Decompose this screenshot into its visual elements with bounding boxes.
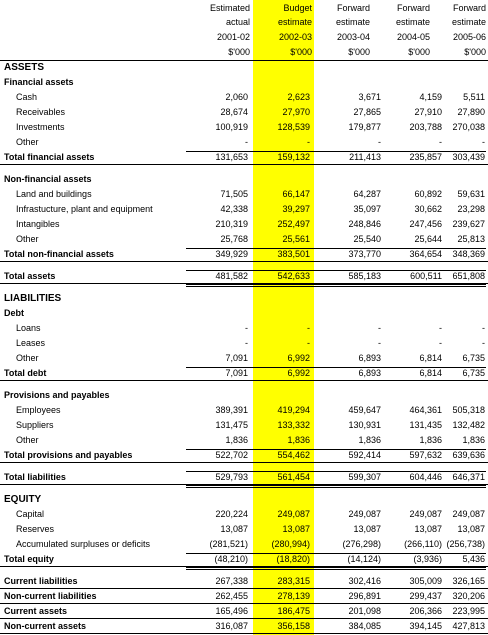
row-value: 3,671 — [358, 92, 381, 102]
row-value: - — [307, 323, 310, 333]
row-value: - — [307, 338, 310, 348]
col-header-line4: $'000 — [290, 47, 312, 57]
total-row — [0, 470, 488, 485]
section-heading — [0, 291, 488, 306]
row-label: Total provisions and payables — [4, 450, 133, 460]
row-value: 13,087 — [282, 524, 310, 534]
row-value: 210,319 — [215, 219, 248, 229]
section-heading — [0, 60, 488, 75]
table-row — [0, 202, 488, 217]
row-label: Loans — [16, 323, 41, 333]
row-value: 283,315 — [277, 576, 310, 586]
row-value: 384,085 — [348, 621, 381, 631]
row-value: - — [245, 338, 248, 348]
row-value: 394,145 — [409, 621, 442, 631]
row-value: 27,890 — [457, 107, 485, 117]
row-label: Provisions and payables — [4, 390, 110, 400]
row-value: 389,391 — [215, 405, 248, 415]
subtotal-rule — [186, 367, 486, 368]
row-label: Other — [16, 353, 39, 363]
total-row — [0, 150, 488, 165]
col-header-line3: 2004-05 — [396, 32, 430, 42]
subtotal-rule — [186, 449, 486, 450]
row-value: 27,970 — [282, 107, 310, 117]
row-value: 131,435 — [409, 420, 442, 430]
row-label: Total liabilities — [4, 472, 66, 482]
row-value: - — [482, 338, 485, 348]
row-value: 349,929 — [215, 249, 248, 259]
col-header-line4: $'000 — [408, 47, 430, 57]
table-row — [0, 217, 488, 232]
row-value: 249,087 — [409, 509, 442, 519]
row-value: 42,338 — [220, 204, 248, 214]
table-row — [0, 537, 488, 552]
subsection-heading — [0, 306, 488, 321]
row-value: 25,644 — [414, 234, 442, 244]
col-header-line1: Forward — [452, 3, 486, 13]
row-label: EQUITY — [4, 494, 42, 505]
row-value: 1,836 — [287, 435, 310, 445]
row-label: Land and buildings — [16, 189, 92, 199]
row-value: - — [378, 137, 381, 147]
row-label: Employees — [16, 405, 61, 415]
row-value: 529,793 — [215, 472, 248, 482]
row-value: 592,414 — [348, 450, 381, 460]
total-row — [0, 574, 488, 589]
row-value: (256,738) — [446, 539, 485, 549]
row-label: Accumulated surpluses or deficits — [16, 539, 151, 549]
row-value: 267,338 — [215, 576, 248, 586]
column-header — [0, 0, 488, 60]
subtotal-rule — [186, 471, 486, 472]
subsection-heading — [0, 172, 488, 187]
row-value: - — [482, 323, 485, 333]
row-value: 25,561 — [282, 234, 310, 244]
col-header-line3: 2002-03 — [278, 32, 312, 42]
section-heading — [0, 492, 488, 507]
row-label: ASSETS — [4, 62, 45, 73]
row-value: 7,091 — [225, 353, 248, 363]
row-value: 599,307 — [348, 472, 381, 482]
row-value: 419,294 — [277, 405, 310, 415]
row-value: 316,087 — [215, 621, 248, 631]
table-row — [0, 336, 488, 351]
col-header-line3: 2001-02 — [216, 32, 250, 42]
row-value: 223,995 — [452, 606, 485, 616]
row-value: 522,702 — [215, 450, 248, 460]
row-value: 6,893 — [358, 368, 381, 378]
row-label: Debt — [4, 308, 24, 318]
double-rule — [186, 567, 486, 570]
col-header-line1: Forward — [336, 3, 370, 13]
row-value: 71,505 — [220, 189, 248, 199]
row-value: 248,846 — [348, 219, 381, 229]
col-header-line2: estimate — [335, 17, 370, 27]
row-label: Receivables — [16, 107, 66, 117]
row-label: Non-current liabilities — [4, 591, 97, 601]
table-row — [0, 232, 488, 247]
row-value: 165,496 — [215, 606, 248, 616]
table-row — [0, 351, 488, 366]
row-value: 6,814 — [419, 353, 442, 363]
row-value: 131,653 — [215, 152, 248, 162]
row-value: (48,210) — [214, 554, 248, 564]
total-row — [0, 366, 488, 381]
row-value: 2,623 — [287, 92, 310, 102]
col-header-line1: Budget — [283, 3, 312, 13]
row-value: 100,919 — [215, 122, 248, 132]
row-label: Other — [16, 435, 39, 445]
row-value: 5,511 — [463, 92, 485, 102]
row-value: 159,132 — [277, 152, 310, 162]
row-value: (276,298) — [342, 539, 381, 549]
row-value: 320,206 — [452, 591, 485, 601]
row-value: 651,808 — [452, 271, 485, 281]
row-value: 179,877 — [348, 122, 381, 132]
row-value: 2,060 — [225, 92, 248, 102]
row-value: 249,087 — [277, 509, 310, 519]
row-value: 30,662 — [414, 204, 442, 214]
row-value: 132,482 — [452, 420, 485, 430]
col-header-line2: estimate — [395, 17, 430, 27]
total-row — [0, 269, 488, 284]
col-header-line4: $'000 — [228, 47, 250, 57]
row-value: 203,788 — [409, 122, 442, 132]
total-row — [0, 604, 488, 619]
row-rule — [0, 380, 488, 381]
total-row — [0, 247, 488, 262]
table-row — [0, 403, 488, 418]
row-value: 239,627 — [452, 219, 485, 229]
row-value: 296,891 — [348, 591, 381, 601]
row-value: 64,287 — [353, 189, 381, 199]
row-label: Total assets — [4, 271, 56, 281]
table-row — [0, 105, 488, 120]
row-value: 348,369 — [452, 249, 485, 259]
col-header-line2: estimate — [277, 17, 312, 27]
table-row — [0, 187, 488, 202]
row-value: 133,332 — [277, 420, 310, 430]
total-row — [0, 448, 488, 463]
row-value: 646,371 — [452, 472, 485, 482]
col-header-line1: Forward — [396, 3, 430, 13]
row-value: - — [245, 137, 248, 147]
row-value: 27,865 — [353, 107, 381, 117]
row-value: 247,456 — [409, 219, 442, 229]
row-value: 383,501 — [277, 249, 310, 259]
row-value: (266,110) — [404, 539, 442, 549]
row-value: 13,087 — [220, 524, 248, 534]
row-value: 13,087 — [457, 524, 485, 534]
row-value: - — [307, 137, 310, 147]
row-value: (281,521) — [209, 539, 248, 549]
row-value: 7,091 — [225, 368, 248, 378]
subsection-heading — [0, 388, 488, 403]
row-value: 206,366 — [409, 606, 442, 616]
row-value: 130,931 — [348, 420, 381, 430]
row-value: (18,820) — [276, 554, 310, 564]
row-value: 25,813 — [457, 234, 485, 244]
row-value: 1,836 — [358, 435, 381, 445]
row-value: 59,631 — [457, 189, 485, 199]
double-rule — [186, 485, 486, 488]
row-value: 249,087 — [452, 509, 485, 519]
double-rule — [186, 284, 486, 287]
row-value: 249,087 — [348, 509, 381, 519]
row-label: Current liabilities — [4, 576, 78, 586]
row-label: Other — [16, 234, 39, 244]
total-row — [0, 552, 488, 567]
subtotal-rule — [186, 151, 486, 152]
row-value: 35,097 — [353, 204, 381, 214]
row-value: 6,814 — [419, 368, 442, 378]
row-value: 459,647 — [348, 405, 381, 415]
subsection-heading — [0, 75, 488, 90]
row-value: (3,936) — [413, 554, 442, 564]
table-row — [0, 418, 488, 433]
row-value: 302,416 — [348, 576, 381, 586]
row-value: 13,087 — [353, 524, 381, 534]
row-value: 505,318 — [452, 405, 485, 415]
row-value: 356,158 — [277, 621, 310, 631]
row-value: 262,455 — [215, 591, 248, 601]
row-value: 278,139 — [277, 591, 310, 601]
table-row — [0, 321, 488, 336]
row-value: 554,462 — [277, 450, 310, 460]
row-value: (14,124) — [347, 554, 381, 564]
table-row — [0, 135, 488, 150]
row-value: 542,633 — [277, 271, 310, 281]
row-value: 303,439 — [452, 152, 485, 162]
total-row — [0, 619, 488, 634]
row-value: - — [439, 338, 442, 348]
row-label: Capital — [16, 509, 45, 519]
subtotal-rule — [186, 553, 486, 554]
row-value: 597,632 — [409, 450, 442, 460]
row-value: 604,446 — [409, 472, 442, 482]
row-rule — [0, 462, 488, 463]
row-value: 220,224 — [215, 509, 248, 519]
row-value: 128,539 — [277, 122, 310, 132]
row-label: Total equity — [4, 554, 54, 564]
row-rule — [0, 261, 488, 262]
row-value: 481,582 — [215, 271, 248, 281]
row-value: 585,183 — [348, 271, 381, 281]
row-value: 6,992 — [287, 368, 310, 378]
table-row — [0, 120, 488, 135]
subtotal-rule — [186, 248, 486, 249]
table-row — [0, 507, 488, 522]
row-label: Cash — [16, 92, 38, 102]
row-value: 326,165 — [452, 576, 485, 586]
row-value: 201,098 — [348, 606, 381, 616]
row-value: 6,992 — [287, 353, 310, 363]
row-value: - — [439, 323, 442, 333]
row-value: 305,009 — [409, 576, 442, 586]
col-header-line2: actual — [225, 17, 250, 27]
row-value: 27,910 — [414, 107, 442, 117]
row-value: 1,836 — [462, 435, 485, 445]
row-value: 186,475 — [277, 606, 310, 616]
row-value: 25,540 — [353, 234, 381, 244]
row-rule — [0, 633, 488, 634]
row-value: 427,813 — [452, 621, 485, 631]
row-value: 25,768 — [220, 234, 248, 244]
row-value: 13,087 — [414, 524, 442, 534]
row-value: 6,893 — [358, 353, 381, 363]
row-label: Leases — [16, 338, 46, 348]
table-row — [0, 433, 488, 448]
col-header-line4: $'000 — [348, 47, 370, 57]
row-value: 639,636 — [452, 450, 485, 460]
col-header-line3: 2005-06 — [452, 32, 486, 42]
row-value: 270,038 — [452, 122, 485, 132]
row-value: 1,836 — [225, 435, 248, 445]
row-value: - — [482, 137, 485, 147]
row-value: 6,735 — [462, 368, 485, 378]
row-value: - — [439, 137, 442, 147]
row-label: LIABILITIES — [4, 293, 62, 304]
row-value: 252,497 — [277, 219, 310, 229]
row-value: - — [378, 323, 381, 333]
row-label: Total debt — [4, 368, 47, 378]
row-value: - — [378, 338, 381, 348]
row-label: Investments — [16, 122, 65, 132]
row-value: 373,770 — [348, 249, 381, 259]
row-value: 211,413 — [349, 152, 381, 162]
row-label: Non-financial assets — [4, 174, 92, 184]
col-header-line1: Estimated — [209, 3, 250, 13]
row-label: Reserves — [16, 524, 55, 534]
row-value: 66,147 — [282, 189, 310, 199]
total-row — [0, 589, 488, 604]
row-label: Infrastucture, plant and equipment — [16, 204, 153, 214]
row-value: 28,674 — [220, 107, 248, 117]
row-value: 235,857 — [409, 152, 442, 162]
col-header-line4: $'000 — [464, 47, 486, 57]
row-value: 5,436 — [462, 554, 485, 564]
row-label: Total financial assets — [4, 152, 95, 162]
row-value: 4,159 — [419, 92, 442, 102]
row-value: 60,892 — [414, 189, 442, 199]
row-rule — [0, 164, 488, 165]
col-header-line2: estimate — [451, 17, 486, 27]
row-label: Current assets — [4, 606, 68, 616]
row-value: 364,654 — [409, 249, 442, 259]
table-row — [0, 90, 488, 105]
row-label: Total non-financial assets — [4, 249, 114, 259]
table-row — [0, 522, 488, 537]
row-value: 39,297 — [282, 204, 310, 214]
subtotal-rule — [186, 270, 486, 271]
row-value: 1,836 — [419, 435, 442, 445]
row-value: 561,454 — [277, 472, 310, 482]
row-value: (280,994) — [271, 539, 310, 549]
row-value: 23,298 — [457, 204, 485, 214]
row-label: Financial assets — [4, 77, 74, 87]
row-label: Intangibles — [16, 219, 60, 229]
row-label: Other — [16, 137, 39, 147]
row-value: - — [245, 323, 248, 333]
row-value: 131,475 — [215, 420, 248, 430]
col-header-line3: 2003-04 — [336, 32, 370, 42]
row-value: 299,437 — [409, 591, 442, 601]
row-value: 600,511 — [410, 271, 442, 281]
row-value: 6,735 — [462, 353, 485, 363]
row-label: Suppliers — [16, 420, 54, 430]
row-label: Non-current assets — [4, 621, 87, 631]
row-value: 464,361 — [409, 405, 442, 415]
